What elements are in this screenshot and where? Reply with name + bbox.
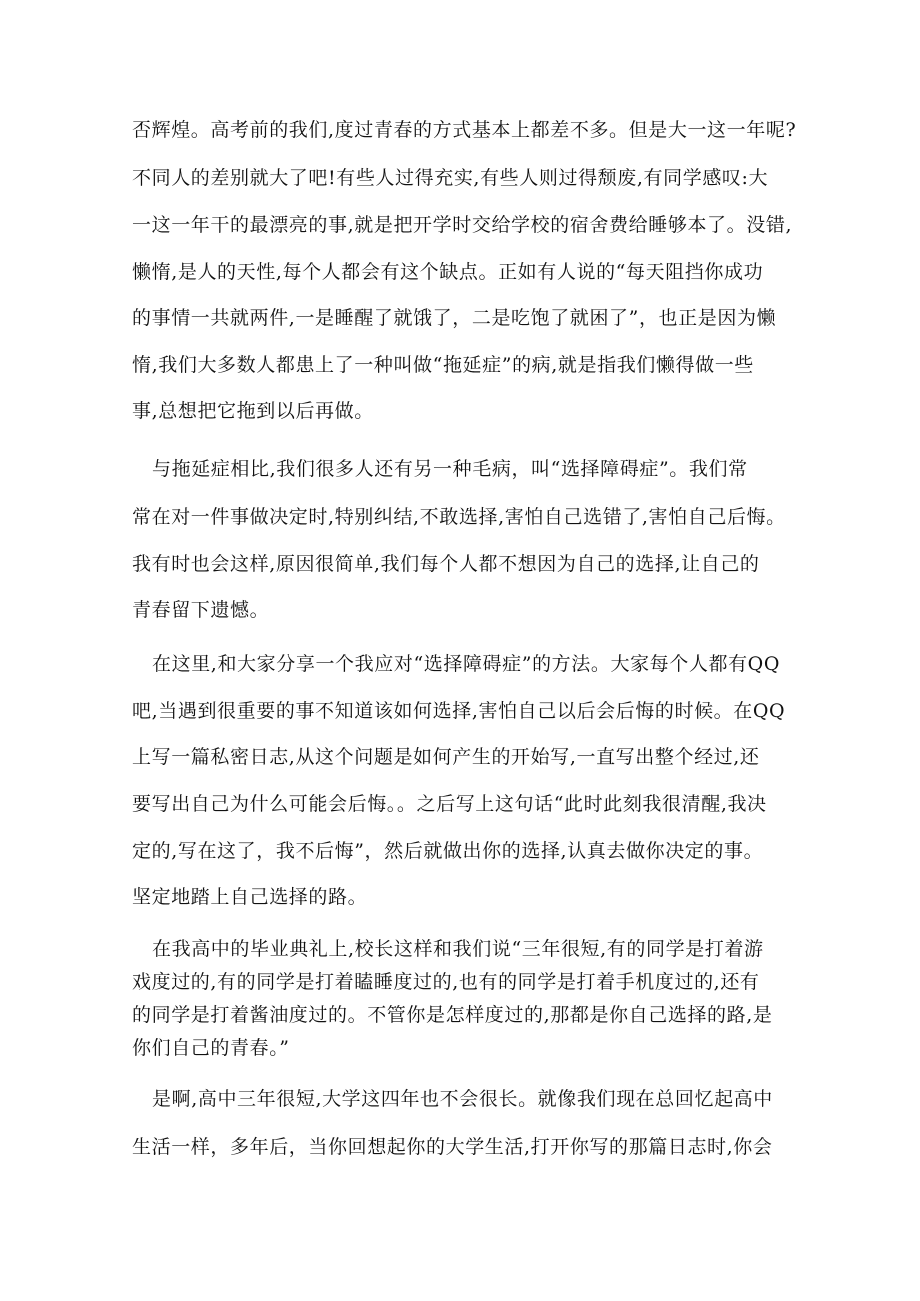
paragraph-3-line-5: 定的,写在这了，我不后悔”，然后就做出你的选择,认真去做你决定的事。 xyxy=(132,840,764,862)
paragraph-1-line-3: 一这一年干的最漂亮的事,就是把开学时交给学校的宿舍费给睡够本了。没错, xyxy=(132,214,793,236)
paragraph-2-line-2: 常在对一件事做决定时,特别纠结,不敢选择,害怕自己选错了,害怕自己后悔。 xyxy=(132,506,786,528)
paragraph-2-line-4: 青春留下遗憾。 xyxy=(132,599,270,621)
paragraph-5-line-1: 是啊,高中三年很短,大学这四年也不会很长。就像我们现在总回忆起高中 xyxy=(152,1088,773,1110)
paragraph-3-line-4: 要写出自己为什么可能会后悔。。之后写上这句话“此时此刻我很清醒,我决 xyxy=(132,793,767,815)
paragraph-3-line-2: 吧,当遇到很重要的事不知道该如何选择,害怕自己以后会后悔的时候。在QQ xyxy=(132,700,786,722)
paragraph-4-line-1: 在我高中的毕业典礼上,校长这样和我们说“三年很短,有的同学是打着游 xyxy=(152,938,764,960)
paragraph-5-line-2: 生活一样，多年后，当你回想起你的大学生活,打开你写的那篇日志时,你会 xyxy=(132,1136,773,1158)
paragraph-1-line-7: 事,总想把它拖到以后再做。 xyxy=(132,400,374,422)
paragraph-3-line-1: 在这里,和大家分享一个我应对“选择障碍症”的方法。大家每个人都有QQ xyxy=(152,653,781,675)
paragraph-1-line-4: 懒惰,是人的天性,每个人都会有这个缺点。正如有人说的“每天阻挡你成功 xyxy=(132,261,764,283)
paragraph-4-line-2: 戏度过的,有的同学是打着瞌睡度过的,也有的同学是打着手机度过的,还有 xyxy=(132,971,760,993)
paragraph-3-line-3: 上写一篇私密日志,从这个问题是如何产生的开始写,一直写出整个经过,还 xyxy=(132,746,760,768)
paragraph-1-line-6: 惰,我们大多数人都患上了一种叫做“拖延症”的病,就是指我们懒得做一些 xyxy=(132,354,754,376)
paragraph-4-line-4: 你们自己的青春。” xyxy=(132,1037,290,1059)
paragraph-2-line-1: 与拖延症相比,我们很多人还有另一种毛病，叫“选择障碍症”。我们常 xyxy=(152,458,748,480)
paragraph-1-line-5: 的事情一共就两件,一是睡醒了就饿了，二是吃饱了就困了”，也正是因为懒 xyxy=(132,307,777,329)
paragraph-1-line-2: 不同人的差别就大了吧!有些人过得充实,有些人则过得颓废,有同学感叹:大 xyxy=(132,167,769,189)
paragraph-2-line-3: 我有时也会这样,原因很简单,我们每个人都不想因为自己的选择,让自己的 xyxy=(132,553,760,575)
paragraph-3-line-6: 坚定地踏上自己选择的路。 xyxy=(132,886,368,908)
paragraph-1-line-1: 否辉煌。高考前的我们,度过青春的方式基本上都差不多。但是大一这一年呢? xyxy=(132,119,797,141)
paragraph-4-line-3: 的同学是打着酱油度过的。不管你是怎样度过的,那都是你自己选择的路,是 xyxy=(132,1004,773,1026)
